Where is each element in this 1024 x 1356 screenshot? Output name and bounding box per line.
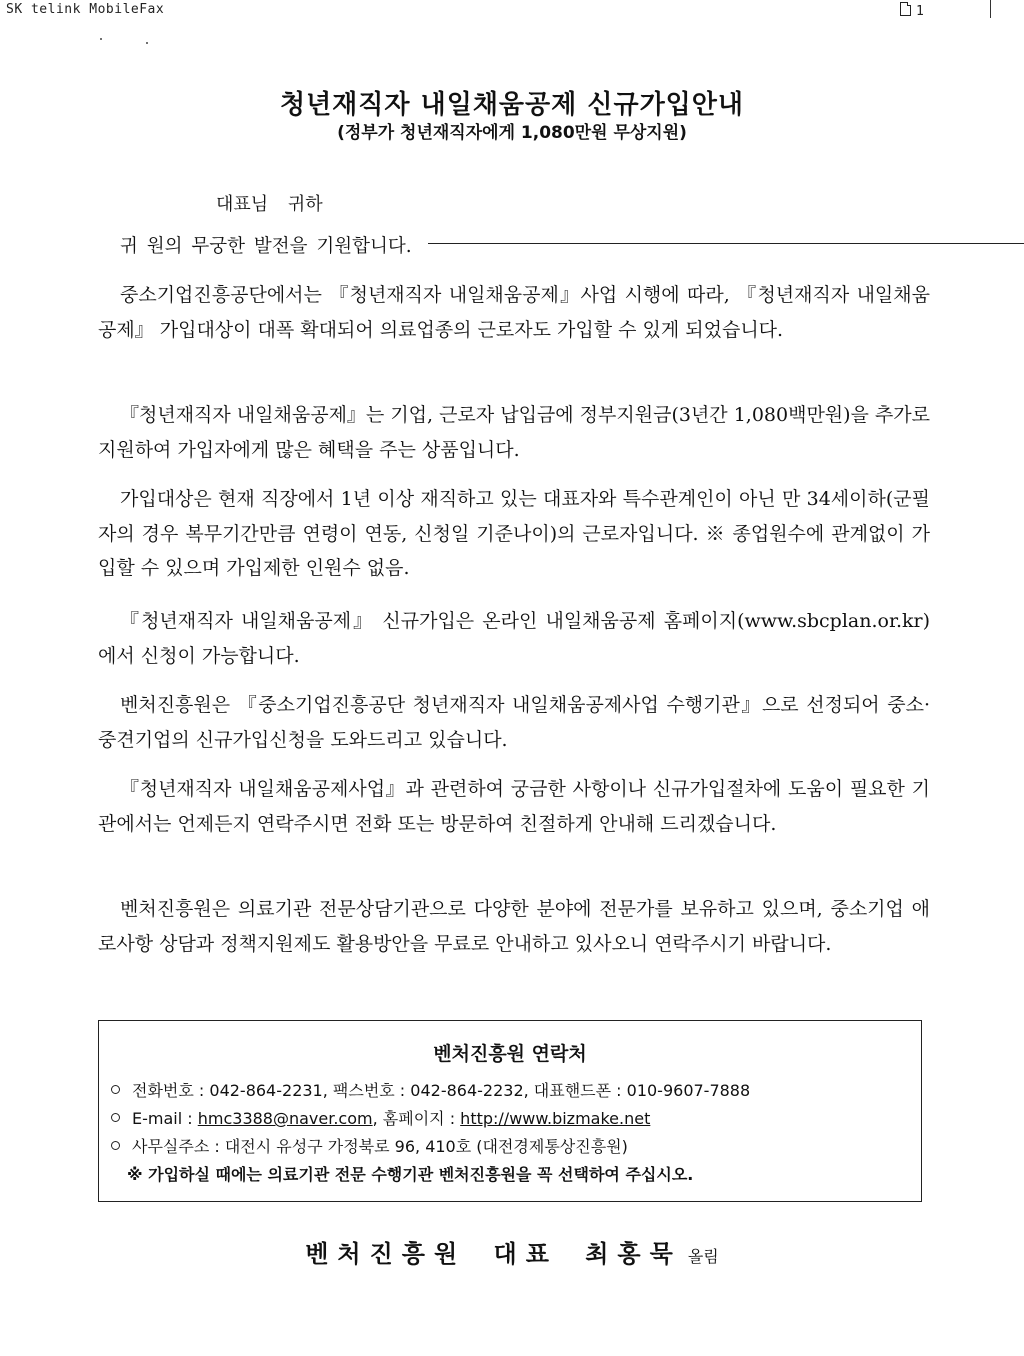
homepage-label: , 홈페이지 : (372, 1109, 461, 1128)
page-icon (900, 2, 911, 16)
scan-speck (100, 38, 102, 40)
fax-page-number: 1 (916, 4, 924, 19)
scan-speck (146, 42, 148, 44)
paragraph-text: 『청년재직자 내일채움공제』는 기업, 근로자 납입금에 정부지원금(3년간 1,080백만원)을 추가로 지원하여 가입자에게 많은 혜택을 주는 상품입니다. (98, 404, 931, 461)
email-label: E-mail : (132, 1109, 198, 1128)
paragraph-4 (98, 604, 930, 673)
signature-name: 벤처진흥원 대표 최홍묵 (305, 1239, 682, 1268)
email-link[interactable]: hmc3388@naver.com (197, 1109, 373, 1128)
contact-phone-line (111, 1078, 750, 1101)
bullet-icon (111, 1141, 120, 1150)
paragraph-2 (98, 398, 930, 467)
paragraph-text: 벤처진흥원은 의료기관 전문상담기관으로 다양한 분야에 전문가를 보유하고 있으며, 중소기업 애로사항 상담과 정책지원제도 활용방안을 무료로 안내하고 있사오니 연락주시기 바랍니다. (98, 898, 930, 955)
signature-suffix: 올림 (687, 1247, 719, 1266)
salutation: 대표님 귀하 (216, 194, 323, 215)
paragraph-3 (98, 482, 930, 586)
fax-sender: SK telink MobileFax (6, 2, 165, 17)
paragraph-text: 중소기업진흥공단에서는 『청년재직자 내일채움공제』사업 시행에 따라, 『청년재직자 내일채움공제』 가입대상이 대폭 확대되어 의료업종의 근로자도 가입할 수 있게 되었습니다. (98, 284, 930, 341)
paragraph-6 (98, 772, 930, 841)
homepage-link[interactable]: http://www.bizmake.net (460, 1109, 651, 1128)
fax-header (0, 0, 1024, 22)
contact-address-line (111, 1134, 628, 1157)
contact-note: ※ 가입하실 때에는 의료기관 전문 수행기관 벤처진흥원을 꼭 선택하여 주십시오. (127, 1165, 694, 1184)
paragraph-1 (98, 278, 930, 347)
signature (0, 1234, 1024, 1269)
paragraph-text: 가입대상은 현재 직장에서 1년 이상 재직하고 있는 대표자와 특수관계인이 아닌 만 34세이하(군필자의 경우 복무기간만큼 연령이 연동, 신청일 기준나이)의 근로자입니다. ※ 종업원수에 관계없이 가입할 수 있으며 가입제한 인원수 없음. (98, 488, 930, 579)
paragraph-text: 『청년재직자 내일채움공제』 신규가입은 온라인 내일채움공제 홈페이지(www.sbcplan.or.kr)에서 신청이 가능합니다. (98, 610, 930, 667)
document-subtitle: (정부가 청년재직자에게 1,080만원 무상지원) (337, 123, 687, 143)
bullet-icon (111, 1085, 120, 1094)
phone-text: 전화번호 : 042-864-2231, 팩스번호 : 042-864-2232, 대표핸드폰 : 010-9607-7888 (132, 1081, 751, 1100)
contact-title: 벤처진흥원 연락처 (433, 1043, 587, 1065)
paragraph-5 (98, 688, 930, 757)
contact-web-line (111, 1106, 650, 1129)
strike-line (428, 243, 1024, 244)
contact-box (98, 1020, 922, 1202)
paragraph-7 (98, 892, 930, 961)
bullet-icon (111, 1113, 120, 1122)
greeting: 귀 원의 무궁한 발전을 기원합니다. (120, 236, 412, 257)
fax-edge-divider (990, 0, 991, 18)
address-text: 사무실주소 : 대전시 유성구 가정북로 96, 410호 (대전경제통상진흥원) (132, 1137, 628, 1156)
paragraph-text: 『청년재직자 내일채움공제사업』과 관련하여 궁금한 사항이나 신규가입절차에 도움이 필요한 기관에서는 언제든지 연락주시면 전화 또는 방문하여 친절하게 안내해 드리겠습니다. (98, 778, 930, 835)
fax-page-indicator (900, 2, 924, 19)
paragraph-text: 벤처진흥원은 『중소기업진흥공단 청년재직자 내일채움공제사업 수행기관』으로 선정되어 중소·중견기업의 신규가입신청을 도와드리고 있습니다. (98, 694, 930, 751)
document-title: 청년재직자 내일채움공제 신규가입안내 (279, 90, 745, 120)
